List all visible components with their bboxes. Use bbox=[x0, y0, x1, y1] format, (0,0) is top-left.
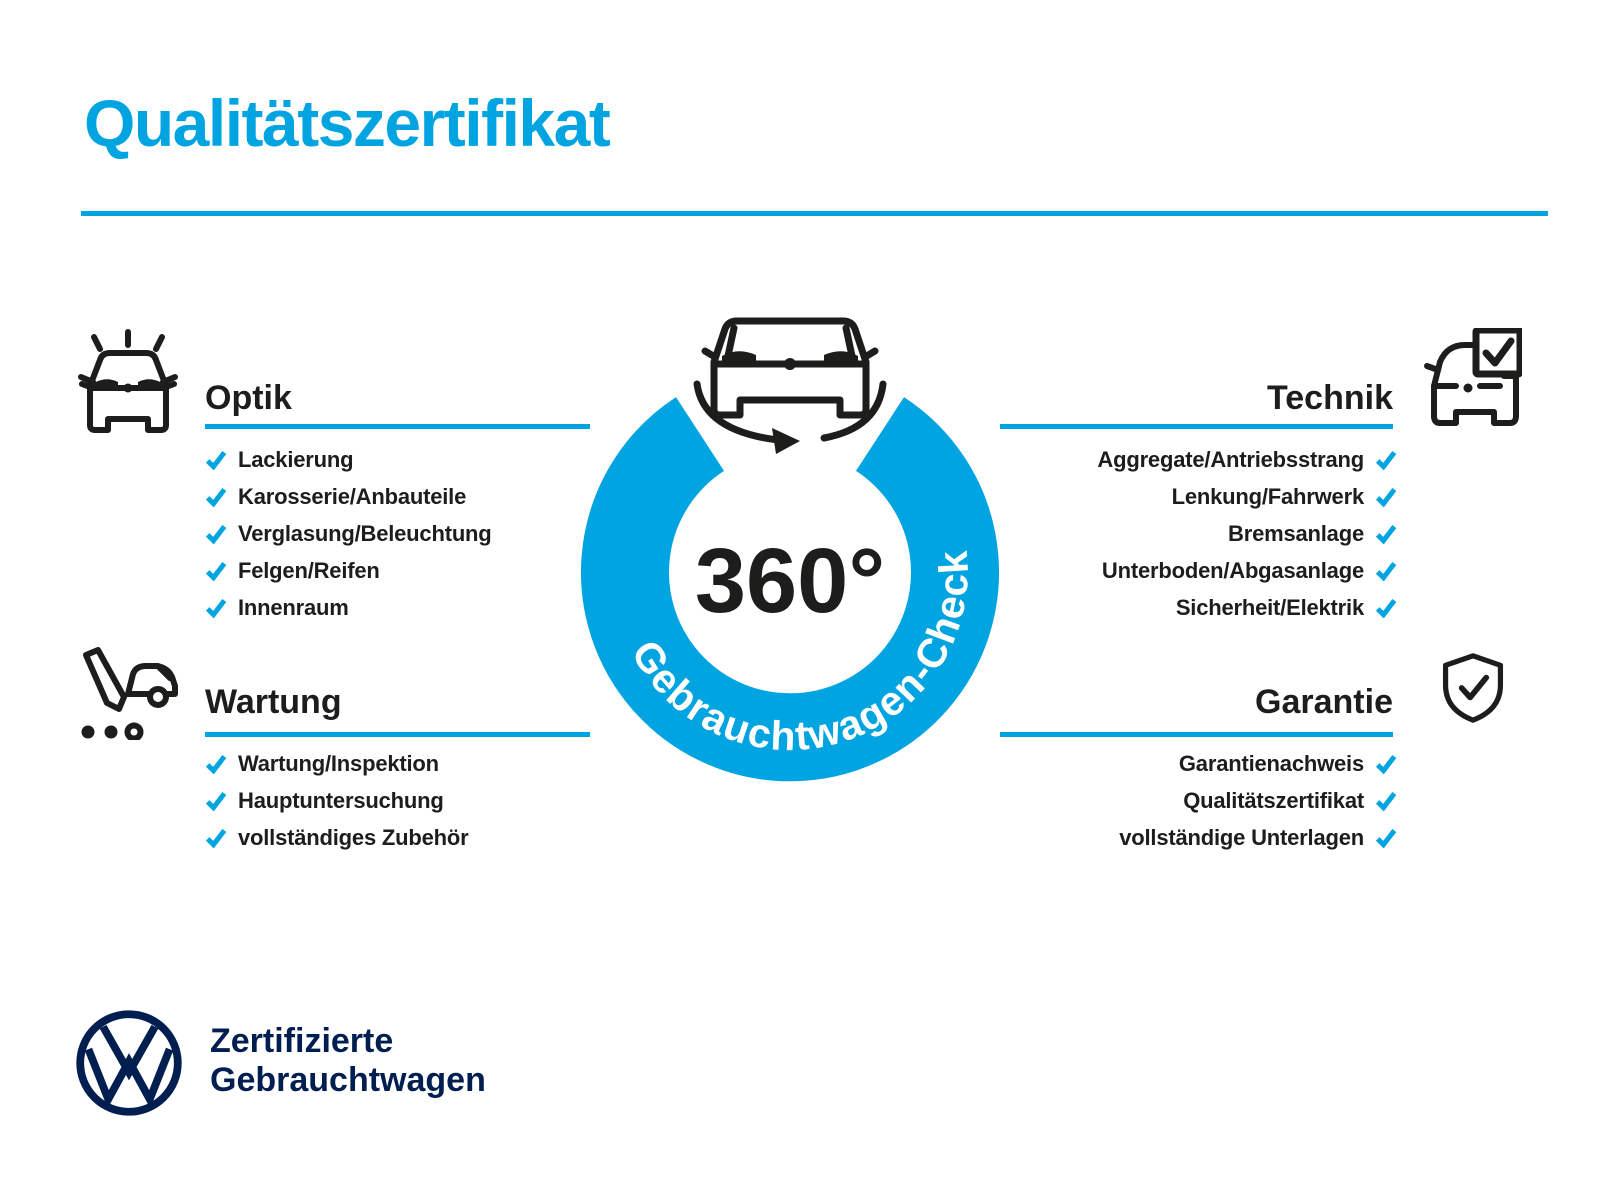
checklist-item bbox=[996, 589, 1397, 626]
checklist-item-label: vollständige Unterlagen bbox=[1119, 824, 1364, 850]
check-icon bbox=[1375, 561, 1397, 581]
section-title-garantie: Garantie bbox=[1255, 683, 1393, 721]
checklist-item bbox=[996, 441, 1397, 478]
garantie-checklist bbox=[996, 745, 1397, 856]
check-icon bbox=[205, 524, 227, 544]
section-title-optik: Optik bbox=[205, 379, 292, 417]
check-icon bbox=[1375, 828, 1397, 848]
checklist-item bbox=[996, 552, 1397, 589]
car-checkbox-icon bbox=[1420, 328, 1522, 430]
shield-check-icon bbox=[1438, 652, 1508, 724]
section-divider-garantie bbox=[1000, 732, 1393, 737]
car-shine-icon bbox=[76, 328, 180, 436]
section-divider-technik bbox=[1000, 424, 1393, 429]
check-icon bbox=[205, 791, 227, 811]
checklist-item-label: Unterboden/Abgasanlage bbox=[1101, 557, 1364, 583]
checklist-item bbox=[996, 745, 1397, 782]
checklist-item bbox=[996, 515, 1397, 552]
check-icon bbox=[205, 450, 227, 470]
title-divider bbox=[81, 211, 1548, 216]
wartung-checklist bbox=[205, 745, 469, 856]
checklist-item bbox=[996, 819, 1397, 856]
brand-line-2: Gebrauchtwagen bbox=[210, 1061, 486, 1099]
page-title: Qualitätszertifikat bbox=[84, 86, 610, 160]
checklist-item bbox=[996, 478, 1397, 515]
check-icon bbox=[1375, 754, 1397, 774]
check-icon bbox=[1375, 450, 1397, 470]
checklist-item-label: Hauptuntersuchung bbox=[238, 787, 444, 813]
section-divider-wartung bbox=[205, 732, 590, 737]
checklist-item-label: Bremsanlage bbox=[1228, 520, 1364, 546]
checklist-item-label: Lackierung bbox=[238, 446, 354, 472]
check-icon bbox=[1375, 791, 1397, 811]
badge-360 bbox=[555, 285, 1025, 790]
check-icon bbox=[205, 598, 227, 618]
car-360-rotation-icon bbox=[697, 321, 883, 454]
checklist-item bbox=[205, 745, 469, 782]
brand-wordmark bbox=[210, 1022, 486, 1100]
checklist-item-label: Lenkung/Fahrwerk bbox=[1171, 483, 1364, 509]
checklist-item bbox=[205, 819, 469, 856]
section-divider-optik bbox=[205, 424, 590, 429]
check-icon bbox=[1375, 598, 1397, 618]
checklist-item bbox=[205, 589, 492, 626]
check-icon bbox=[1375, 487, 1397, 507]
check-icon bbox=[205, 754, 227, 774]
checklist-item bbox=[205, 478, 492, 515]
brand-line-1: Zertifizierte bbox=[210, 1022, 394, 1060]
checklist-item-label: Wartung/Inspektion bbox=[238, 750, 439, 776]
checklist-item-label: vollständiges Zubehör bbox=[238, 824, 469, 850]
badge-ring-label: Gebrauchtwagen-Check bbox=[622, 548, 978, 760]
vw-logo bbox=[72, 1006, 186, 1120]
checklist-item-label: Aggregate/Antriebsstrang bbox=[1097, 446, 1364, 472]
checklist-item-label: Karosserie/Anbauteile bbox=[238, 483, 467, 509]
checklist-item-label: Innenraum bbox=[238, 594, 349, 620]
checklist-item-label: Felgen/Reifen bbox=[238, 557, 380, 583]
technik-checklist bbox=[996, 441, 1397, 626]
checklist-item bbox=[205, 552, 492, 589]
check-icon bbox=[205, 561, 227, 581]
checklist-item-label: Qualitätszertifikat bbox=[1183, 787, 1364, 813]
checklist-item bbox=[205, 515, 492, 552]
checklist-item-label: Sicherheit/Elektrik bbox=[1175, 594, 1364, 620]
check-icon bbox=[205, 828, 227, 848]
checklist-item-label: Garantienachweis bbox=[1178, 750, 1364, 776]
check-icon bbox=[1375, 524, 1397, 544]
optik-checklist bbox=[205, 441, 492, 626]
badge-degrees: 360° bbox=[694, 530, 886, 632]
checklist-item bbox=[996, 782, 1397, 819]
section-title-wartung: Wartung bbox=[205, 683, 342, 721]
checklist-item bbox=[205, 782, 469, 819]
service-checklist-icon bbox=[78, 646, 178, 740]
checklist-item bbox=[205, 441, 492, 478]
check-icon bbox=[205, 487, 227, 507]
section-title-technik: Technik bbox=[1267, 379, 1393, 417]
checklist-item-label: Verglasung/Beleuchtung bbox=[238, 520, 492, 546]
